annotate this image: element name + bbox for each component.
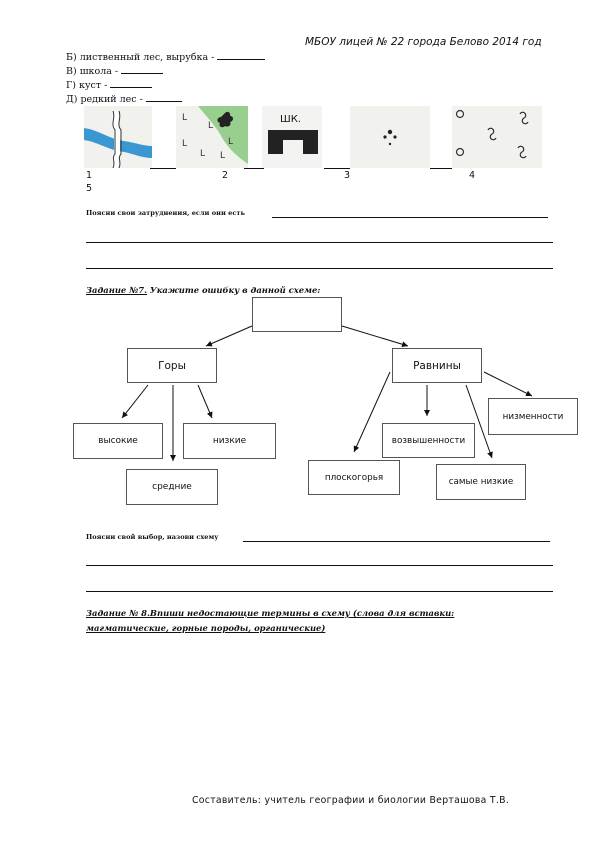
answer-line[interactable]	[243, 541, 550, 542]
symbol-number-1: 1	[86, 170, 93, 181]
page-footer: Составитель: учитель географии и биологии Верташова Т.В.	[192, 795, 510, 806]
explain-choice-prompt: Поясни свой выбор, назови схему	[86, 533, 219, 541]
legend-item-g: Г) куст -	[66, 78, 265, 92]
lowlands-box: низменности	[488, 398, 578, 435]
school-icon: ШК.	[262, 106, 322, 168]
symbol-number-5: 5	[86, 183, 93, 194]
mountains-box: Горы	[127, 348, 217, 383]
answer-line[interactable]	[86, 591, 553, 592]
explain-difficulties-prompt: Поясни свои затруднения, если они есть	[86, 209, 245, 217]
legend-item-v: В) школа -	[66, 64, 265, 78]
plateaus-box: плоскогорья	[308, 460, 400, 495]
symbol-number-3: 3	[344, 170, 351, 181]
medium-mountains-box: средние	[126, 469, 218, 505]
uplands-box: возвышенности	[382, 423, 475, 458]
svg-text:L: L	[182, 113, 188, 123]
svg-text:L: L	[220, 151, 226, 161]
task-7-heading: Задание №7. Укажите ошибку в данной схеме:	[86, 285, 321, 295]
page-header: МБОУ лицей № 22 города Белово 2014 год	[305, 36, 542, 48]
task-8-words: магматические, горные породы, органические)	[86, 623, 326, 633]
svg-text:L: L	[228, 137, 234, 147]
symbol-number-2: 2	[222, 170, 229, 181]
high-mountains-box: высокие	[73, 423, 163, 459]
svg-text:L: L	[200, 149, 206, 159]
svg-text:L: L	[208, 121, 214, 131]
legend-item-d: Д) редкий лес -	[66, 92, 265, 106]
legend-item-b: Б) лиственный лес, вырубка -	[66, 50, 265, 64]
answer-line[interactable]	[86, 565, 553, 566]
plains-box: Равнины	[392, 348, 482, 383]
svg-text:L: L	[182, 139, 188, 149]
symbol-number-4: 4	[469, 170, 476, 181]
low-mountains-box: низкие	[183, 423, 276, 459]
task-8-heading: Задание № 8.Впиши недостающие термины в схему (слова для вставки:	[86, 608, 455, 618]
lowest-box: самые низкие	[436, 464, 526, 500]
diagram-root-box[interactable]	[252, 297, 342, 332]
